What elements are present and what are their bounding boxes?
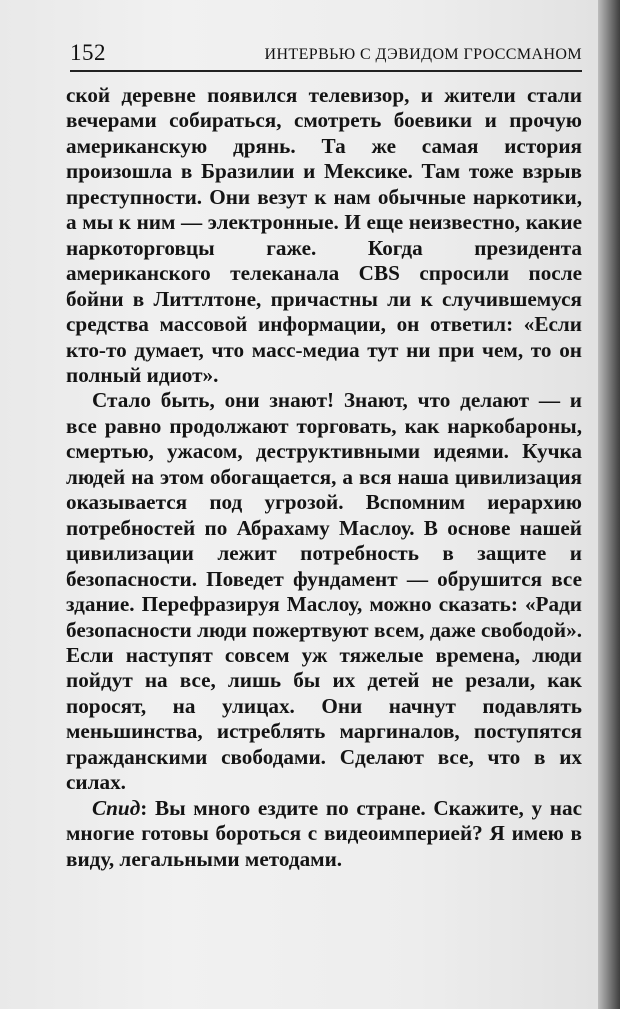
body-text bbox=[66, 83, 582, 872]
question-text: : Вы много ездите по стране. Скажите, у нас многие готовы бороться с видеоимперией? Я имею в виду, легальными методами. bbox=[66, 795, 582, 871]
running-head: ИНТЕРВЬЮ С ДЭВИДОМ ГРОССМАНОМ bbox=[264, 46, 582, 63]
page-header bbox=[70, 38, 582, 72]
paragraph-3 bbox=[66, 796, 582, 872]
page-number: 152 bbox=[70, 40, 106, 65]
speaker-label: Спид bbox=[92, 795, 141, 820]
header-rule bbox=[70, 70, 582, 72]
page-edge-shadow bbox=[598, 0, 620, 1009]
paragraph-1: ской деревне появился телевизор, и жители стали вечерами собираться, смотреть боевики и прочую американскую дрянь. Та же самая история произошла в Бразилии и Мексике. Там тоже взрыв преступности. Они везут к нам обычные наркотики, а мы к ним — электронные. И еще неизвестно, какие наркоторговцы гаже. Когда президента американского телеканала CBS спросили после бойни в Литтлтоне, причастны ли к случившемуся средства массовой информации, он ответил: «Если кто-то думает, что масс-медиа тут ни при чем, то он полный идиот». bbox=[66, 83, 582, 387]
paragraph-2: Стало быть, они знают! Знают, что делают — и все равно продолжают торговать, как наркобароны, смертью, ужасом, деструктивными идеями. Кучка людей на этом обогащается, а вся наша цивилизация оказывается под угрозой. Вспомним иерархию потребностей по Абрахаму Маслоу. В основе нашей цивилизации лежит потребность в защите и безопасности. Поведет фундамент — обрушится все здание. Перефразируя Маслоу, можно сказать: «Ради безопасности люди пожертвуют всем, даже свободой». Если наступят совсем уж тяжелые времена, люди пойдут на все, лишь бы их детей не резали, как поросят, на улицах. Они начнут подавлять меньшинства, истреблять маргиналов, поступятся гражданскими свободами. Сделают все, что в их силах. bbox=[66, 388, 582, 795]
